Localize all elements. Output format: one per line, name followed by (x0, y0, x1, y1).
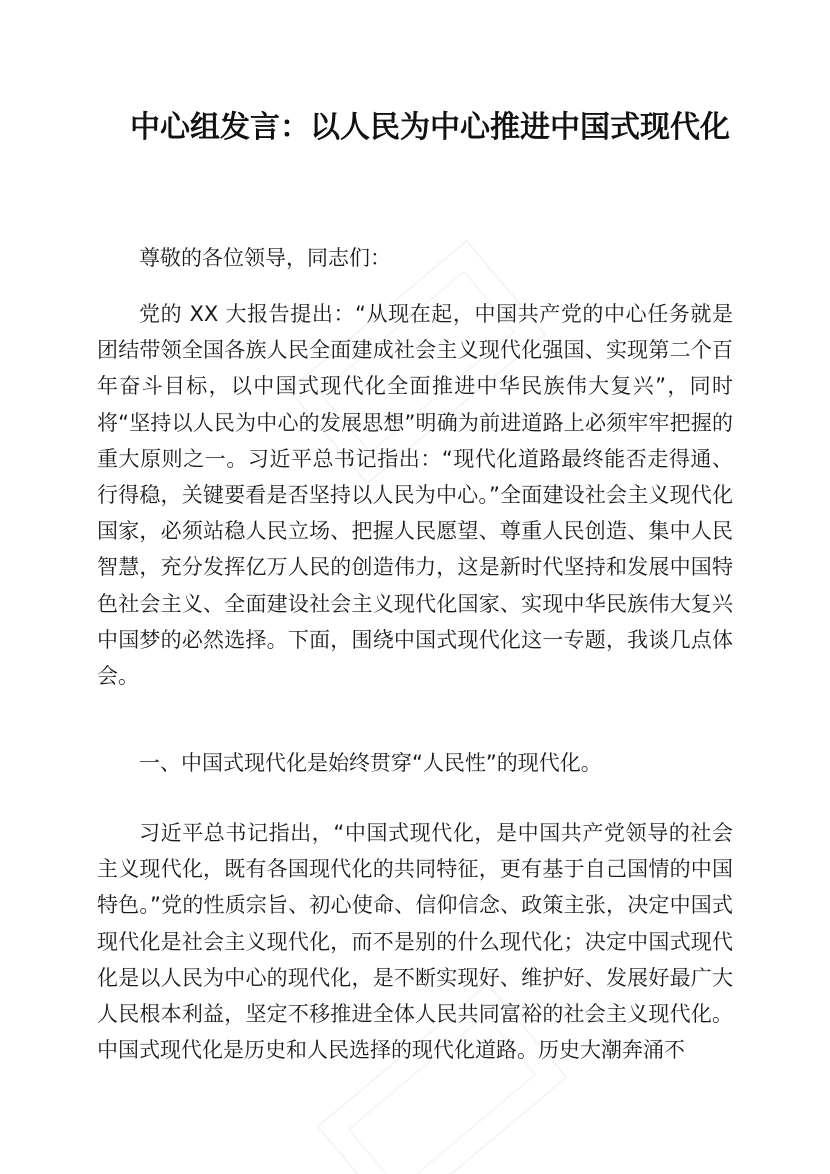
paragraph-1: 党的 XX 大报告提出：“从现在起，中国共产党的中心任务就是团结带领全国各族人民全面建成社会主义现代化强国、实现第二个百年奋斗目标，以中国式现代化全面推进中华民族伟大复兴”，同时将“坚持以人民为中心的发展思想”明确为前进道路上必须牢牢把握的重大原则之一。习近平总书记指出：“现代化道路最终能否走得通、行得稳，关键要看是否坚持以人民为中心。”全面建设社会主义现代化国家，必须站稳人民立场、把握人民愿望、尊重人民创造、集中人民智慧，充分发挥亿万人民的创造伟力，这是新时代坚持和发展中国特色社会主义、全面建设社会主义现代化国家、实现中华民族伟大复兴中国梦的必然选择。下面，围绕中国式现代化这一专题，我谈几点体会。 (97, 302, 733, 689)
section-heading-1: 一、中国式现代化是始终贯穿“人民性”的现代化。 (139, 751, 602, 775)
greeting: 尊敬的各位领导，同志们： (139, 246, 391, 270)
paragraph-2: 习近平总书记指出，“中国式现代化，是中国共产党领导的社会主义现代化，既有各国现代化的共同特征，更有基于自己国情的中国特色。”党的性质宗旨、初心使命、信仰信念、政策主张，决定中国式现代化是社会主义现代化，而不是别的什么现代化；决定中国式现代化是以人民为中心的现代化，是不断实现好、维护好、发展好最广大人民根本利益，坚定不移推进全体人民共同富裕的社会主义现代化。中国式现代化是历史和人民选择的现代化道路。历史大潮奔涌不 (97, 821, 733, 1063)
document-title: 中心组发言：以人民为中心推进中国式现代化 (130, 110, 730, 145)
